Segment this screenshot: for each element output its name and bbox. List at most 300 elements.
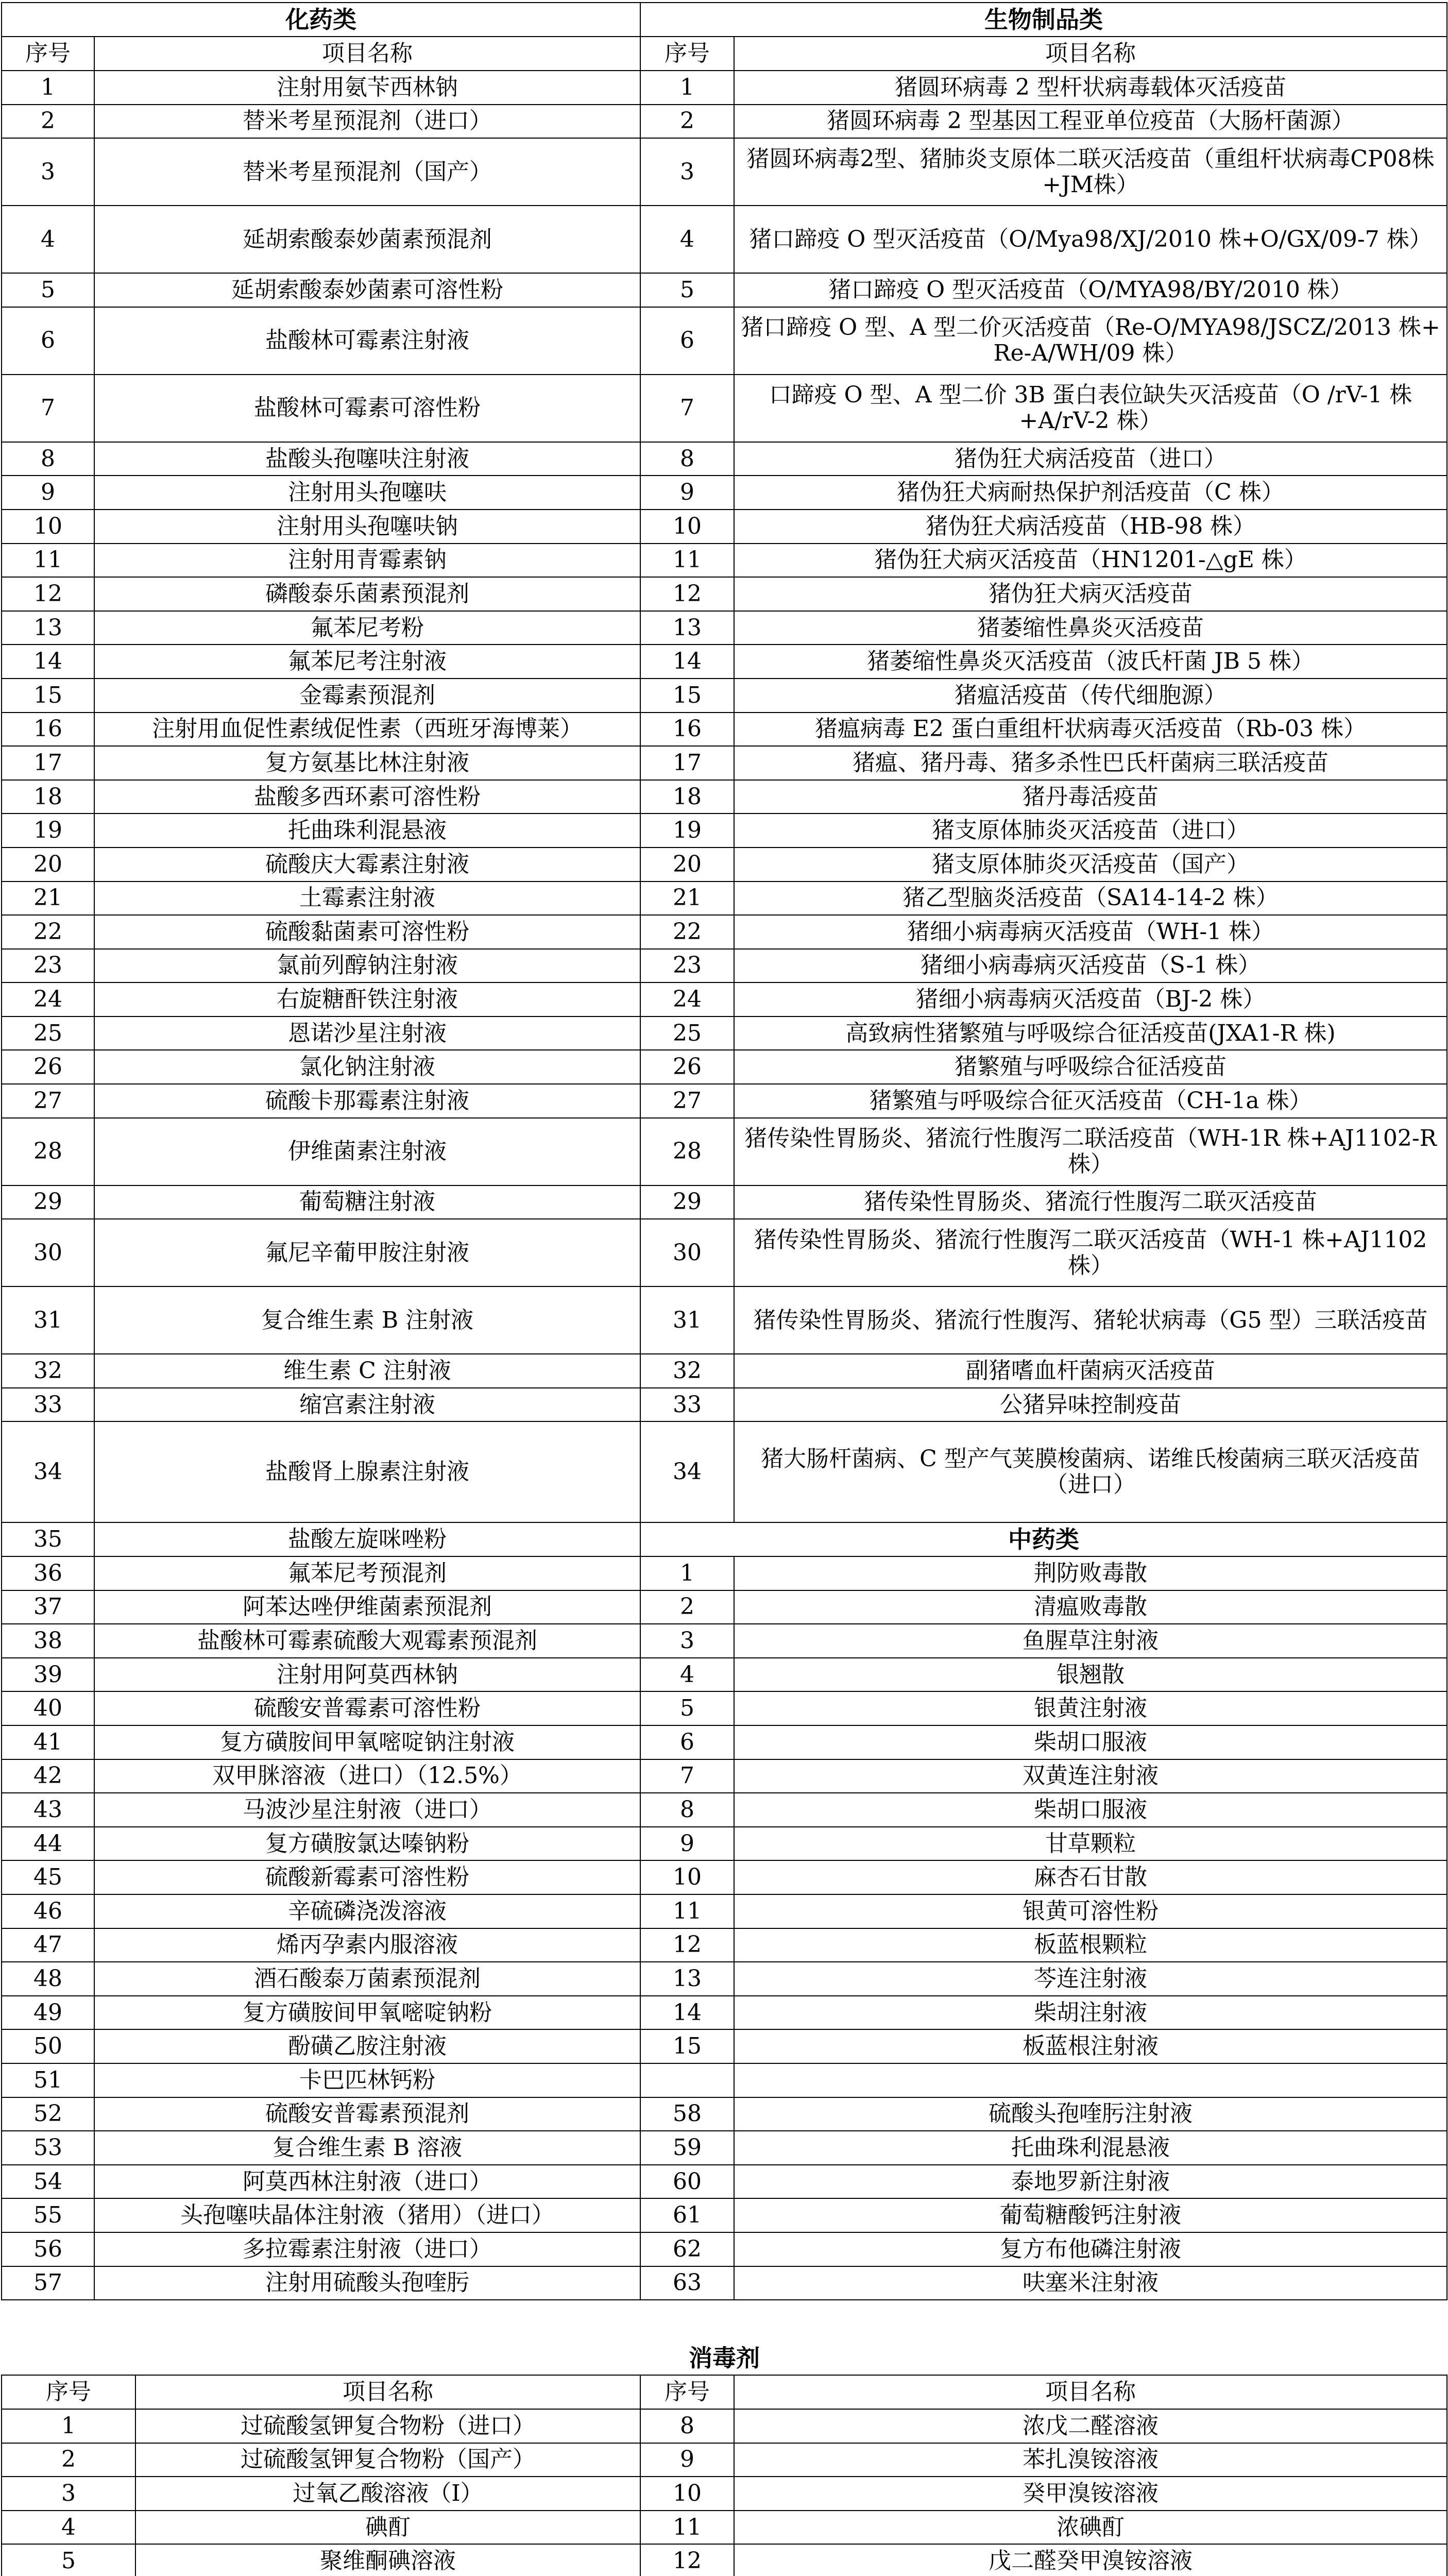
bio-name: 猪大肠杆菌病、C 型产气荚膜梭菌病、诺维氏梭菌病三联灭活疫苗（进口） — [734, 1421, 1447, 1522]
tcm-name: 板蓝根注射液 — [734, 2029, 1447, 2063]
section-header-row — [2, 3, 1447, 37]
bio-seq: 16 — [640, 713, 734, 747]
chem-seq: 27 — [2, 1084, 94, 1118]
table-row — [2, 510, 1447, 544]
extra-seq: 60 — [640, 2165, 734, 2199]
chem-seq: 19 — [2, 814, 94, 848]
table-row — [2, 1860, 1447, 1894]
table-row — [2, 1219, 1447, 1286]
bio-seq: 1 — [640, 71, 734, 105]
chem-name: 复合维生素 B 溶液 — [94, 2131, 640, 2165]
chem-name: 维生素 C 注射液 — [94, 1354, 640, 1388]
chem-name: 阿苯达唑伊维菌素预混剂 — [94, 1590, 640, 1624]
chem-name: 缩宫素注射液 — [94, 1388, 640, 1422]
table-row — [2, 780, 1447, 814]
tcm-seq: 3 — [640, 1624, 734, 1658]
bio-name: 猪细小病毒病灭活疫苗（S-1 株） — [734, 949, 1447, 983]
table-row — [2, 105, 1447, 139]
tcm-seq: 5 — [640, 1691, 734, 1725]
bio-name: 猪瘟、猪丹毒、猪多杀性巴氏杆菌病三联活疫苗 — [734, 746, 1447, 780]
bio-seq: 12 — [640, 577, 734, 611]
chem-name: 烯丙孕素内服溶液 — [94, 1928, 640, 1962]
chem-name: 辛硫磷浇泼溶液 — [94, 1894, 640, 1928]
bio-seq: 8 — [640, 442, 734, 476]
empty-cell — [734, 2063, 1447, 2097]
bio-name: 猪丹毒活疫苗 — [734, 780, 1447, 814]
tcm-seq: 4 — [640, 1658, 734, 1692]
chem-name: 替米考星预混剂（进口） — [94, 105, 640, 139]
bio-name: 高致病性猪繁殖与呼吸综合征活疫苗(JXA1-R 株) — [734, 1016, 1447, 1050]
chem-seq: 29 — [2, 1185, 94, 1219]
chem-seq: 22 — [2, 915, 94, 949]
table-row — [2, 1894, 1447, 1928]
chem-seq: 18 — [2, 780, 94, 814]
chem-seq: 21 — [2, 882, 94, 916]
table-row — [2, 1016, 1447, 1050]
tcm-seq: 11 — [640, 1894, 734, 1928]
section-header-row — [2, 2341, 1447, 2375]
extra-name: 葡萄糖酸钙注射液 — [734, 2198, 1447, 2232]
bio-seq: 19 — [640, 814, 734, 848]
tcm-seq: 2 — [640, 1590, 734, 1624]
chem-seq: 32 — [2, 1354, 94, 1388]
chem-seq: 25 — [2, 1016, 94, 1050]
table-row — [2, 713, 1447, 747]
disinfectant-seq: 11 — [640, 2511, 734, 2545]
disinfectant-seq: 5 — [2, 2544, 135, 2576]
extra-seq: 58 — [640, 2097, 734, 2131]
bio-name: 猪伪狂犬病活疫苗（进口） — [734, 442, 1447, 476]
chem-seq: 14 — [2, 645, 94, 679]
chem-name: 延胡索酸泰妙菌素预混剂 — [94, 206, 640, 273]
table-row — [2, 915, 1447, 949]
chem-seq: 7 — [2, 375, 94, 442]
chem-name: 硫酸安普霉素预混剂 — [94, 2097, 640, 2131]
chem-name: 阿莫西林注射液（进口） — [94, 2165, 640, 2199]
chem-seq: 5 — [2, 273, 94, 307]
disinfectant-seq: 2 — [2, 2443, 135, 2477]
bio-name: 猪伪狂犬病活疫苗（HB-98 株） — [734, 510, 1447, 544]
table-row — [2, 1691, 1447, 1725]
table-row — [2, 2131, 1447, 2165]
tcm-name: 鱼腥草注射液 — [734, 1624, 1447, 1658]
bio-name: 猪乙型脑炎活疫苗（SA14-14-2 株） — [734, 882, 1447, 916]
chem-name: 硫酸卡那霉素注射液 — [94, 1084, 640, 1118]
chem-name: 复方氨基比林注射液 — [94, 746, 640, 780]
bio-name: 公猪异味控制疫苗 — [734, 1388, 1447, 1422]
chem-name: 注射用氨苄西林钠 — [94, 71, 640, 105]
chem-seq: 37 — [2, 1590, 94, 1624]
column-header-row — [2, 2375, 1447, 2409]
chem-seq: 3 — [2, 138, 94, 206]
chem-name: 托曲珠利混悬液 — [94, 814, 640, 848]
chem-seq: 48 — [2, 1962, 94, 1996]
disinfectant-seq: 4 — [2, 2511, 135, 2545]
chem-seq: 35 — [2, 1522, 94, 1556]
table-row — [2, 476, 1447, 510]
chem-seq: 15 — [2, 679, 94, 713]
table-row — [2, 138, 1447, 206]
chem-seq: 40 — [2, 1691, 94, 1725]
chem-seq: 44 — [2, 1827, 94, 1861]
disinfectant-name: 癸甲溴铵溶液 — [734, 2477, 1447, 2511]
bio-name: 猪传染性胃肠炎、猪流行性腹泻二联灭活疫苗（WH-1 株+AJ1102 株） — [734, 1219, 1447, 1286]
extra-seq: 62 — [640, 2232, 734, 2266]
seq-header: 序号 — [2, 2375, 135, 2409]
chem-seq: 23 — [2, 949, 94, 983]
table-row — [2, 1185, 1447, 1219]
chem-name: 土霉素注射液 — [94, 882, 640, 916]
bio-name: 猪圆环病毒2型、猪肺炎支原体二联灭活疫苗（重组杆状病毒CP08株+JM株） — [734, 138, 1447, 206]
table-row — [2, 2544, 1447, 2576]
chem-name: 右旋糖酐铁注射液 — [94, 982, 640, 1016]
chem-name: 恩诺沙星注射液 — [94, 1016, 640, 1050]
chem-seq: 50 — [2, 2029, 94, 2063]
chem-name: 马波沙星注射液（进口） — [94, 1793, 640, 1827]
tcm-section-title: 中药类 — [640, 1522, 1447, 1556]
disinfectant-table — [1, 2341, 1447, 2576]
chem-name: 硫酸黏菌素可溶性粉 — [94, 915, 640, 949]
chem-seq: 49 — [2, 1996, 94, 2030]
bio-name: 猪支原体肺炎灭活疫苗（国产） — [734, 848, 1447, 882]
bio-name: 猪萎缩性鼻炎灭活疫苗（波氏杆菌 JB 5 株） — [734, 645, 1447, 679]
table-row — [2, 2266, 1447, 2300]
chem-seq: 20 — [2, 848, 94, 882]
bio-seq: 9 — [640, 476, 734, 510]
bio-seq: 30 — [640, 1219, 734, 1286]
bio-name: 猪传染性胃肠炎、猪流行性腹泻二联灭活疫苗 — [734, 1185, 1447, 1219]
table-row — [2, 949, 1447, 983]
chem-seq: 26 — [2, 1050, 94, 1084]
tcm-seq: 12 — [640, 1928, 734, 1962]
chem-seq: 1 — [2, 71, 94, 105]
bio-name: 猪细小病毒病灭活疫苗（WH-1 株） — [734, 915, 1447, 949]
bio-seq: 7 — [640, 375, 734, 442]
chem-seq: 6 — [2, 307, 94, 375]
tcm-name: 银黄注射液 — [734, 1691, 1447, 1725]
extra-name: 泰地罗新注射液 — [734, 2165, 1447, 2199]
table-row — [2, 1388, 1447, 1422]
chem-name: 盐酸林可霉素可溶性粉 — [94, 375, 640, 442]
seq-header: 序号 — [640, 37, 734, 71]
table-row — [2, 1759, 1447, 1793]
chem-name: 盐酸林可霉素硫酸大观霉素预混剂 — [94, 1624, 640, 1658]
table-row — [2, 1084, 1447, 1118]
bio-seq: 34 — [640, 1421, 734, 1522]
bio-seq: 15 — [640, 679, 734, 713]
chem-seq: 28 — [2, 1118, 94, 1185]
chem-seq: 16 — [2, 713, 94, 747]
disinfectant-seq: 9 — [640, 2443, 734, 2477]
table-row — [2, 1658, 1447, 1692]
chem-seq: 8 — [2, 442, 94, 476]
table-row — [2, 2477, 1447, 2511]
chem-seq: 51 — [2, 2063, 94, 2097]
bio-seq: 18 — [640, 780, 734, 814]
bio-name: 猪繁殖与呼吸综合征活疫苗 — [734, 1050, 1447, 1084]
bio-seq: 5 — [640, 273, 734, 307]
bio-name: 猪瘟活疫苗（传代细胞源） — [734, 679, 1447, 713]
tcm-name: 甘草颗粒 — [734, 1827, 1447, 1861]
table-row — [2, 2511, 1447, 2545]
chem-name: 注射用头孢噻呋钠 — [94, 510, 640, 544]
chem-seq: 57 — [2, 2266, 94, 2300]
table-row — [2, 746, 1447, 780]
chem-name: 金霉素预混剂 — [94, 679, 640, 713]
table-row — [2, 645, 1447, 679]
chem-seq: 24 — [2, 982, 94, 1016]
tcm-seq: 7 — [640, 1759, 734, 1793]
table-row — [2, 1354, 1447, 1388]
bio-name: 猪伪狂犬病灭活疫苗 — [734, 577, 1447, 611]
table-row — [2, 1050, 1447, 1084]
table-row — [2, 1118, 1447, 1185]
tcm-seq: 9 — [640, 1827, 734, 1861]
tcm-name: 银黄可溶性粉 — [734, 1894, 1447, 1928]
tcm-name: 荆防败毒散 — [734, 1556, 1447, 1590]
disinfectant-section-title: 消毒剂 — [2, 2341, 1447, 2375]
chem-name: 复方磺胺氯达嗪钠粉 — [94, 1827, 640, 1861]
table-row — [2, 1793, 1447, 1827]
table-row — [2, 1421, 1447, 1522]
tcm-name: 麻杏石甘散 — [734, 1860, 1447, 1894]
disinfectant-name: 浓戊二醛溶液 — [734, 2409, 1447, 2443]
chem-seq: 39 — [2, 1658, 94, 1692]
bio-seq: 6 — [640, 307, 734, 375]
table-row — [2, 1725, 1447, 1759]
table-row — [2, 2443, 1447, 2477]
name-header: 项目名称 — [734, 37, 1447, 71]
bio-name: 猪口蹄疫 O 型灭活疫苗（O/MYA98/BY/2010 株） — [734, 273, 1447, 307]
chem-name: 注射用血促性素绒促性素（西班牙海博莱） — [94, 713, 640, 747]
chem-name: 盐酸林可霉素注射液 — [94, 307, 640, 375]
chem-seq: 30 — [2, 1219, 94, 1286]
disinfectant-seq: 10 — [640, 2477, 734, 2511]
chem-name: 氟苯尼考注射液 — [94, 645, 640, 679]
chem-seq: 12 — [2, 577, 94, 611]
chem-seq: 46 — [2, 1894, 94, 1928]
disinfectant-name: 苯扎溴铵溶液 — [734, 2443, 1447, 2477]
chem-name: 氯化钠注射液 — [94, 1050, 640, 1084]
bio-seq: 23 — [640, 949, 734, 983]
chem-name: 磷酸泰乐菌素预混剂 — [94, 577, 640, 611]
bio-seq: 25 — [640, 1016, 734, 1050]
bio-seq: 13 — [640, 611, 734, 645]
bio-seq: 11 — [640, 544, 734, 578]
chem-seq: 36 — [2, 1556, 94, 1590]
empty-cell — [640, 2063, 734, 2097]
bio-name: 猪细小病毒病灭活疫苗（BJ-2 株） — [734, 982, 1447, 1016]
bio-name: 猪瘟病毒 E2 蛋白重组杆状病毒灭活疫苗（Rb-03 株） — [734, 713, 1447, 747]
bio-name: 猪支原体肺炎灭活疫苗（进口） — [734, 814, 1447, 848]
bio-seq: 29 — [640, 1185, 734, 1219]
chem-seq: 47 — [2, 1928, 94, 1962]
table-row — [2, 848, 1447, 882]
tcm-name: 柴胡口服液 — [734, 1793, 1447, 1827]
bio-seq: 22 — [640, 915, 734, 949]
bio-name: 猪伪狂犬病灭活疫苗（HN1201-△gE 株） — [734, 544, 1447, 578]
chem-name: 硫酸新霉素可溶性粉 — [94, 1860, 640, 1894]
chem-name: 盐酸多西环素可溶性粉 — [94, 780, 640, 814]
chem-name: 延胡索酸泰妙菌素可溶性粉 — [94, 273, 640, 307]
disinfectant-name: 碘酊 — [135, 2511, 640, 2545]
table-row — [2, 577, 1447, 611]
tcm-name: 银翘散 — [734, 1658, 1447, 1692]
table-row — [2, 2029, 1447, 2063]
chem-seq: 56 — [2, 2232, 94, 2266]
chem-name: 酚磺乙胺注射液 — [94, 2029, 640, 2063]
table-row — [2, 1556, 1447, 1590]
table-row — [2, 1286, 1447, 1354]
chem-name: 硫酸庆大霉素注射液 — [94, 848, 640, 882]
chem-name: 盐酸头孢噻呋注射液 — [94, 442, 640, 476]
bio-section-title: 生物制品类 — [640, 3, 1447, 37]
chem-name: 氟苯尼考预混剂 — [94, 1556, 640, 1590]
disinfectant-name: 戊二醛癸甲溴铵溶液 — [734, 2544, 1447, 2576]
seq-header: 序号 — [640, 2375, 734, 2409]
table-row — [2, 2097, 1447, 2131]
tcm-name: 柴胡口服液 — [734, 1725, 1447, 1759]
table-row — [2, 1962, 1447, 1996]
table-row — [2, 1624, 1447, 1658]
chem-name: 注射用硫酸头孢喹肟 — [94, 2266, 640, 2300]
table-row — [2, 2165, 1447, 2199]
tcm-seq: 8 — [640, 1793, 734, 1827]
bio-name: 猪伪狂犬病耐热保护剂活疫苗（C 株） — [734, 476, 1447, 510]
table-row — [2, 71, 1447, 105]
chem-seq: 13 — [2, 611, 94, 645]
extra-seq: 61 — [640, 2198, 734, 2232]
table-row — [2, 611, 1447, 645]
chem-seq: 31 — [2, 1286, 94, 1354]
chem-name: 复方磺胺间甲氧嘧啶钠注射液 — [94, 1725, 640, 1759]
bio-seq: 4 — [640, 206, 734, 273]
chem-name: 复方磺胺间甲氧嘧啶钠粉 — [94, 1996, 640, 2030]
chem-seq: 33 — [2, 1388, 94, 1422]
chem-name: 盐酸左旋咪唑粉 — [94, 1522, 640, 1556]
bio-name: 猪萎缩性鼻炎灭活疫苗 — [734, 611, 1447, 645]
table-row — [2, 982, 1447, 1016]
column-header-row — [2, 37, 1447, 71]
bio-seq: 20 — [640, 848, 734, 882]
chem-name: 酒石酸泰万菌素预混剂 — [94, 1962, 640, 1996]
tcm-seq: 14 — [640, 1996, 734, 2030]
bio-seq: 3 — [640, 138, 734, 206]
table-row — [2, 2063, 1447, 2097]
bio-name: 猪繁殖与呼吸综合征灭活疫苗（CH-1a 株） — [734, 1084, 1447, 1118]
chem-seq: 9 — [2, 476, 94, 510]
chem-seq: 4 — [2, 206, 94, 273]
chem-name: 硫酸安普霉素可溶性粉 — [94, 1691, 640, 1725]
bio-seq: 32 — [640, 1354, 734, 1388]
tcm-name: 柴胡注射液 — [734, 1996, 1447, 2030]
bio-seq: 10 — [640, 510, 734, 544]
chem-name: 氟尼辛葡甲胺注射液 — [94, 1219, 640, 1286]
tcm-seq: 6 — [640, 1725, 734, 1759]
bio-seq: 17 — [640, 746, 734, 780]
chem-seq: 34 — [2, 1421, 94, 1522]
tcm-name: 清瘟败毒散 — [734, 1590, 1447, 1624]
chem-name: 盐酸肾上腺素注射液 — [94, 1421, 640, 1522]
disinfectant-name: 聚维酮碘溶液 — [135, 2544, 640, 2576]
table-row — [2, 375, 1447, 442]
disinfectant-name: 浓碘酊 — [734, 2511, 1447, 2545]
chem-seq: 2 — [2, 105, 94, 139]
main-table — [1, 2, 1447, 2300]
table-row — [2, 206, 1447, 273]
chem-name: 氯前列醇钠注射液 — [94, 949, 640, 983]
chem-name: 葡萄糖注射液 — [94, 1185, 640, 1219]
chem-seq: 45 — [2, 1860, 94, 1894]
chem-name: 多拉霉素注射液（进口） — [94, 2232, 640, 2266]
tcm-seq: 13 — [640, 1962, 734, 1996]
table-row — [2, 544, 1447, 578]
chem-name: 卡巴匹林钙粉 — [94, 2063, 640, 2097]
bio-seq: 21 — [640, 882, 734, 916]
extra-name: 托曲珠利混悬液 — [734, 2131, 1447, 2165]
extra-seq: 59 — [640, 2131, 734, 2165]
bio-seq: 31 — [640, 1286, 734, 1354]
table-row — [2, 2232, 1447, 2266]
bio-name: 猪传染性胃肠炎、猪流行性腹泻二联活疫苗（WH-1R 株+AJ1102-R 株） — [734, 1118, 1447, 1185]
table-row — [2, 1522, 1447, 1556]
bio-seq: 28 — [640, 1118, 734, 1185]
name-header: 项目名称 — [734, 2375, 1447, 2409]
chem-seq: 41 — [2, 1725, 94, 1759]
chem-seq: 55 — [2, 2198, 94, 2232]
tcm-seq: 15 — [640, 2029, 734, 2063]
name-header: 项目名称 — [135, 2375, 640, 2409]
table-row — [2, 2409, 1447, 2443]
table-row — [2, 442, 1447, 476]
chem-seq: 43 — [2, 1793, 94, 1827]
chem-seq: 42 — [2, 1759, 94, 1793]
bio-name: 副猪嗜血杆菌病灭活疫苗 — [734, 1354, 1447, 1388]
chem-name: 注射用青霉素钠 — [94, 544, 640, 578]
chem-seq: 10 — [2, 510, 94, 544]
disinfectant-seq: 1 — [2, 2409, 135, 2443]
bio-name: 口蹄疫 O 型、A 型二价 3B 蛋白表位缺失灭活疫苗（O /rV-1 株+A/rV-2 株） — [734, 375, 1447, 442]
table-row — [2, 1996, 1447, 2030]
table-row — [2, 679, 1447, 713]
bio-seq: 27 — [640, 1084, 734, 1118]
table-row — [2, 882, 1447, 916]
bio-name: 猪口蹄疫 O 型灭活疫苗（O/Mya98/XJ/2010 株+O/GX/09-7 株） — [734, 206, 1447, 273]
bio-seq: 33 — [640, 1388, 734, 1422]
chem-section-title: 化药类 — [2, 3, 640, 37]
chem-name: 双甲脒溶液（进口）（12.5%） — [94, 1759, 640, 1793]
chem-seq: 54 — [2, 2165, 94, 2199]
tcm-name: 板蓝根颗粒 — [734, 1928, 1447, 1962]
bio-name: 猪传染性胃肠炎、猪流行性腹泻、猪轮状病毒（G5 型）三联活疫苗 — [734, 1286, 1447, 1354]
table-row — [2, 273, 1447, 307]
disinfectant-name: 过硫酸氢钾复合物粉（进口） — [135, 2409, 640, 2443]
disinfectant-seq: 8 — [640, 2409, 734, 2443]
disinfectant-seq: 3 — [2, 2477, 135, 2511]
tcm-seq: 10 — [640, 1860, 734, 1894]
chem-seq: 52 — [2, 2097, 94, 2131]
extra-seq: 63 — [640, 2266, 734, 2300]
bio-seq: 24 — [640, 982, 734, 1016]
bio-name: 猪口蹄疫 O 型、A 型二价灭活疫苗（Re-O/MYA98/JSCZ/2013 株+ Re-A/WH/09 株） — [734, 307, 1447, 375]
bio-seq: 26 — [640, 1050, 734, 1084]
disinfectant-name: 过硫酸氢钾复合物粉（国产） — [135, 2443, 640, 2477]
chem-name: 复合维生素 B 注射液 — [94, 1286, 640, 1354]
chem-seq: 11 — [2, 544, 94, 578]
bio-seq: 2 — [640, 105, 734, 139]
table-row — [2, 814, 1447, 848]
disinfectant-name: 过氧乙酸溶液（Ⅰ） — [135, 2477, 640, 2511]
